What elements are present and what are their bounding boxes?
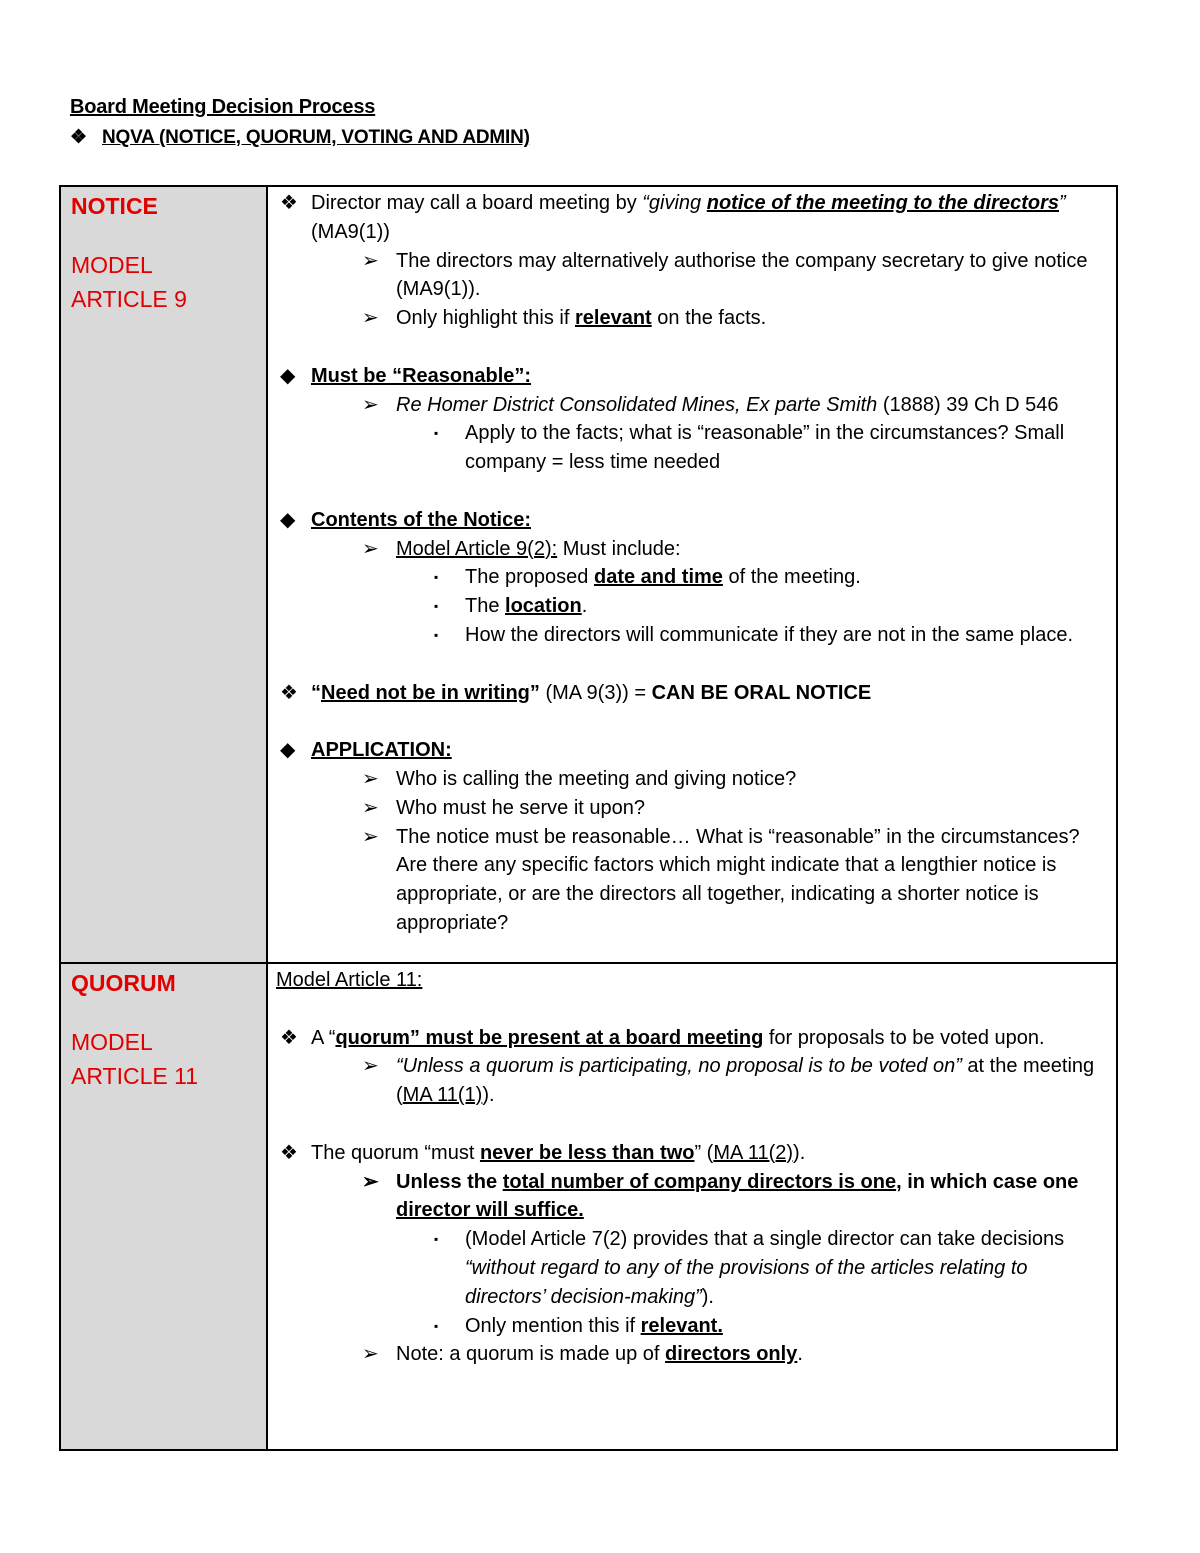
square-bullet-icon: ▪ <box>434 1318 439 1333</box>
notice-label-line2: ARTICLE 9 <box>71 286 187 312</box>
notice-content-cell <box>267 186 1117 963</box>
list-item: ▪ Apply to the facts; what is “reasonable” in the circumstances? Small company = less time needed <box>276 419 1108 477</box>
arrow-bullet-icon: ➢ <box>362 825 379 848</box>
square-bullet-icon: ▪ <box>434 1232 439 1247</box>
list-item: ➢ The notice must be reasonable… What is “reasonable” in the circumstances? Are there any specific factors which might indicate that a lengthier notice is appropriate, or are the directors all together, indicating a shorter notice is appropriate? <box>276 823 1108 938</box>
notice-row <box>60 186 1117 963</box>
diamond-bullet-icon: ❖ <box>70 127 87 148</box>
list-item: ▪ The location. <box>276 592 1108 621</box>
four-diamond-bullet-icon: ❖ <box>280 1026 298 1049</box>
arrow-bullet-icon: ➢ <box>362 1170 379 1193</box>
square-bullet-icon: ▪ <box>434 570 439 585</box>
arrow-bullet-icon: ➢ <box>362 307 379 330</box>
four-diamond-bullet-icon: ❖ <box>280 1141 298 1164</box>
notice-label-line1: MODEL <box>71 252 153 278</box>
list-item: ➢ “Unless a quorum is participating, no proposal is to be voted on” at the meeting (MA 11(1)). <box>276 1052 1108 1110</box>
list-item: ◆ Must be “Reasonable”: <box>276 362 1108 391</box>
square-bullet-icon: ▪ <box>434 627 439 642</box>
diamond-bullet-icon: ◆ <box>280 739 296 762</box>
arrow-bullet-icon: ➢ <box>362 537 379 560</box>
quorum-label-cell <box>60 963 267 1450</box>
list-item: ◆ Contents of the Notice: <box>276 506 1108 535</box>
square-bullet-icon: ▪ <box>434 426 439 441</box>
quorum-subheading: Model Article 11: <box>276 969 423 991</box>
list-item: ➢ Who is calling the meeting and giving notice? <box>276 765 1108 794</box>
quorum-heading: QUORUM <box>71 970 176 996</box>
list-item: ❖ “Need not be in writing” (MA 9(3)) = CAN BE ORAL NOTICE <box>276 679 1108 708</box>
diamond-bullet-icon: ◆ <box>280 364 296 387</box>
notice-heading: NOTICE <box>71 193 158 219</box>
list-item: ➢ Unless the total number of company directors is one, in which case one director will suffice. <box>276 1168 1108 1226</box>
list-item: ▪ How the directors will communicate if they are not in the same place. <box>276 621 1108 650</box>
square-bullet-icon: ▪ <box>434 599 439 614</box>
list-item: ▪ (Model Article 7(2) provides that a single director can take decisions “without regard to any of the provisions of the articles relating to directors’ decision-making”). <box>276 1225 1108 1311</box>
list-item: ▪ The proposed date and time of the meeting. <box>276 563 1108 592</box>
arrow-bullet-icon: ➢ <box>362 767 379 790</box>
list-item: ▪ Only mention this if relevant. <box>276 1312 1108 1341</box>
notice-label-cell <box>60 186 267 963</box>
list-item: ◆ APPLICATION: <box>276 736 1108 765</box>
document-title: Board Meeting Decision Process <box>70 96 376 118</box>
list-item: ➢ Model Article 9(2): Must include: <box>276 535 1108 564</box>
arrow-bullet-icon: ➢ <box>362 796 379 819</box>
list-item: ❖ A “quorum” must be present at a board meeting for proposals to be voted upon. <box>276 1024 1108 1053</box>
quorum-content-cell <box>267 963 1117 1450</box>
document-subtitle: ❖ NQVA (NOTICE, QUORUM, VOTING AND ADMIN) <box>70 127 530 148</box>
four-diamond-bullet-icon: ❖ <box>280 681 298 704</box>
list-item: ➢ Note: a quorum is made up of directors only. <box>276 1340 1108 1369</box>
quorum-label-line1: MODEL <box>71 1029 153 1055</box>
list-item: ❖ The quorum “must never be less than two” (MA 11(2)). <box>276 1139 1108 1168</box>
arrow-bullet-icon: ➢ <box>362 393 379 416</box>
quorum-row <box>60 963 1117 1450</box>
decision-process-table <box>59 185 1118 1451</box>
quorum-label-line2: ARTICLE 11 <box>71 1063 198 1089</box>
list-item: ➢ Only highlight this if relevant on the facts. <box>276 304 1108 333</box>
list-item: ➢ Re Homer District Consolidated Mines, Ex parte Smith (1888) 39 Ch D 546 <box>276 391 1108 420</box>
arrow-bullet-icon: ➢ <box>362 249 379 272</box>
list-item: ➢ Who must he serve it upon? <box>276 794 1108 823</box>
arrow-bullet-icon: ➢ <box>362 1055 379 1078</box>
arrow-bullet-icon: ➢ <box>362 1343 379 1366</box>
four-diamond-bullet-icon: ❖ <box>280 192 298 214</box>
list-item: ➢ The directors may alternatively authorise the company secretary to give notice (MA9(1)). <box>276 247 1108 305</box>
diamond-bullet-icon: ◆ <box>280 508 296 531</box>
list-item: ❖ Director may call a board meeting by “giving notice of the meeting to the directors” (MA9(1)) <box>276 189 1108 247</box>
